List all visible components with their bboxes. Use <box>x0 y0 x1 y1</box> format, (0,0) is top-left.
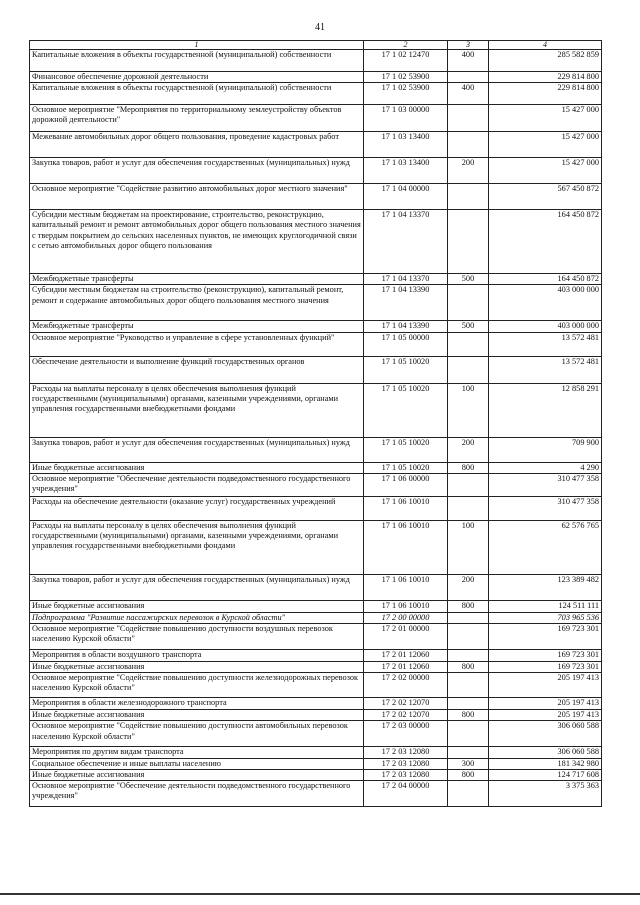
cell-sum: 4 290 <box>489 462 602 473</box>
cell-sum: 205 197 413 <box>489 673 602 698</box>
cell-vr: 200 <box>448 437 489 462</box>
cell-sum: 169 723 301 <box>489 650 602 662</box>
cell-code: 17 1 04 00000 <box>364 184 448 210</box>
cell-vr: 800 <box>448 600 489 612</box>
cell-name: Расходы на обеспечение деятельности (оказание услуг) государственных учреждений <box>30 496 364 520</box>
cell-name: Закупка товаров, работ и услуг для обеспечения государственных (муниципальных) нужд <box>30 437 364 462</box>
cell-vr: 300 <box>448 758 489 769</box>
cell-sum: 703 965 536 <box>489 612 602 623</box>
table-row <box>30 437 602 462</box>
cell-vr <box>448 612 489 623</box>
table-body <box>30 50 602 807</box>
cell-code: 17 1 04 13390 <box>364 321 448 332</box>
cell-vr: 400 <box>448 50 489 72</box>
cell-name: Основное мероприятие "Содействие повышению доступности воздушных перевозок населению Курской области" <box>30 624 364 650</box>
cell-sum: 164 450 872 <box>489 274 602 285</box>
table-row <box>30 698 602 710</box>
cell-sum: 124 511 111 <box>489 600 602 612</box>
page-number: 41 <box>315 22 325 33</box>
table-row <box>30 769 602 780</box>
cell-vr <box>448 747 489 758</box>
cell-name: Основное мероприятие "Содействие развитию автомобильных дорог местного значения" <box>30 184 364 210</box>
cell-sum: 229 814 800 <box>489 72 602 83</box>
cell-vr: 800 <box>448 662 489 673</box>
cell-code: 17 1 06 10010 <box>364 520 448 574</box>
cell-code: 17 1 02 53900 <box>364 83 448 105</box>
cell-sum: 403 000 000 <box>489 285 602 321</box>
cell-name: Расходы на выплаты персоналу в целях обеспечения выполнения функций государственными (муниципальными) органами, казенными учреждениями, органами управления государственными внебюджетными фондами <box>30 520 364 574</box>
bottom-rule <box>0 893 640 895</box>
cell-name: Подпрограмма "Развитие пассажирских перевозок в Курской области" <box>30 612 364 623</box>
table-row <box>30 758 602 769</box>
cell-vr <box>448 105 489 132</box>
cell-vr: 800 <box>448 769 489 780</box>
cell-sum: 62 576 765 <box>489 520 602 574</box>
cell-vr <box>448 698 489 710</box>
table-row <box>30 721 602 747</box>
cell-name: Основное мероприятие "Обеспечение деятельности подведомственного государственного учреждения" <box>30 781 364 807</box>
table-row <box>30 50 602 72</box>
cell-vr <box>448 184 489 210</box>
cell-vr: 800 <box>448 710 489 721</box>
cell-sum: 12 858 291 <box>489 383 602 437</box>
table-row <box>30 781 602 807</box>
cell-name: Основное мероприятие "Обеспечение деятельности подведомственного государственного учреждения" <box>30 473 364 496</box>
cell-code: 17 1 06 00000 <box>364 473 448 496</box>
table-row <box>30 184 602 210</box>
table-row <box>30 710 602 721</box>
cell-sum: 169 723 301 <box>489 662 602 673</box>
cell-name: Капитальные вложения в объекты государственной (муниципальной) собственности <box>30 50 364 72</box>
cell-code: 17 2 03 12080 <box>364 769 448 780</box>
cell-vr <box>448 332 489 356</box>
cell-name: Мероприятия по другим видам транспорта <box>30 747 364 758</box>
cell-name: Основное мероприятие "Руководство и управление в сфере установленных функций" <box>30 332 364 356</box>
cell-code: 17 1 06 10010 <box>364 574 448 600</box>
cell-vr: 500 <box>448 274 489 285</box>
cell-vr <box>448 356 489 383</box>
cell-vr: 100 <box>448 520 489 574</box>
header-col-4: 4 <box>489 41 602 50</box>
cell-sum: 13 572 481 <box>489 332 602 356</box>
cell-sum: 13 572 481 <box>489 356 602 383</box>
cell-vr <box>448 673 489 698</box>
cell-code: 17 2 01 12060 <box>364 662 448 673</box>
cell-code: 17 1 06 10010 <box>364 496 448 520</box>
cell-vr <box>448 285 489 321</box>
header-col-2: 2 <box>364 41 448 50</box>
cell-vr <box>448 650 489 662</box>
cell-code: 17 1 05 00000 <box>364 332 448 356</box>
cell-vr <box>448 210 489 274</box>
cell-vr <box>448 473 489 496</box>
cell-vr <box>448 132 489 158</box>
table-row <box>30 496 602 520</box>
table-header-row <box>30 41 602 50</box>
cell-vr: 100 <box>448 383 489 437</box>
table-row <box>30 520 602 574</box>
cell-name: Межевание автомобильных дорог общего пользования, проведение кадастровых работ <box>30 132 364 158</box>
cell-vr <box>448 496 489 520</box>
cell-vr: 400 <box>448 83 489 105</box>
cell-vr: 800 <box>448 462 489 473</box>
cell-name: Субсидии местным бюджетам на строительство (реконструкцию), капитальный ремонт, ремонт и содержание автомобильных дорог общего пользования местного значения <box>30 285 364 321</box>
cell-vr: 500 <box>448 321 489 332</box>
table-row <box>30 624 602 650</box>
cell-code: 17 1 03 13400 <box>364 158 448 184</box>
cell-code: 17 2 02 12070 <box>364 710 448 721</box>
cell-code: 17 2 03 00000 <box>364 721 448 747</box>
cell-code: 17 2 02 00000 <box>364 673 448 698</box>
cell-name: Финансовое обеспечение дорожной деятельности <box>30 72 364 83</box>
cell-name: Иные бюджетные ассигнования <box>30 769 364 780</box>
table-row <box>30 105 602 132</box>
cell-code: 17 1 05 10020 <box>364 462 448 473</box>
cell-name: Межбюджетные трансферты <box>30 321 364 332</box>
table-row <box>30 132 602 158</box>
cell-code: 17 1 02 53900 <box>364 72 448 83</box>
table-row <box>30 158 602 184</box>
cell-code: 17 2 02 12070 <box>364 698 448 710</box>
cell-sum: 310 477 358 <box>489 473 602 496</box>
cell-name: Иные бюджетные ассигнования <box>30 462 364 473</box>
cell-sum: 123 389 482 <box>489 574 602 600</box>
cell-name: Социальное обеспечение и иные выплаты населению <box>30 758 364 769</box>
cell-sum: 403 000 000 <box>489 321 602 332</box>
cell-name: Закупка товаров, работ и услуг для обеспечения государственных (муниципальных) нужд <box>30 574 364 600</box>
cell-name: Мероприятия в области воздушного транспорта <box>30 650 364 662</box>
cell-sum: 15 427 000 <box>489 105 602 132</box>
cell-name: Основное мероприятие "Содействие повышению доступности автомобильных перевозок населению Курской области" <box>30 721 364 747</box>
cell-name: Иные бюджетные ассигнования <box>30 662 364 673</box>
cell-name: Капитальные вложения в объекты государственной (муниципальной) собственности <box>30 83 364 105</box>
table-row <box>30 650 602 662</box>
table-row <box>30 600 602 612</box>
table-row <box>30 747 602 758</box>
table-row <box>30 612 602 623</box>
table-row <box>30 210 602 274</box>
cell-vr: 200 <box>448 158 489 184</box>
table-row <box>30 383 602 437</box>
cell-name: Иные бюджетные ассигнования <box>30 710 364 721</box>
cell-code: 17 2 00 00000 <box>364 612 448 623</box>
table-row <box>30 332 602 356</box>
budget-table <box>29 40 602 807</box>
cell-name: Обеспечение деятельности и выполнение функций государственных органов <box>30 356 364 383</box>
cell-vr <box>448 781 489 807</box>
cell-code: 17 1 04 13370 <box>364 274 448 285</box>
table-row <box>30 83 602 105</box>
cell-sum: 285 582 859 <box>489 50 602 72</box>
cell-code: 17 2 01 00000 <box>364 624 448 650</box>
cell-vr <box>448 721 489 747</box>
cell-name: Межбюджетные трансферты <box>30 274 364 285</box>
cell-vr <box>448 72 489 83</box>
cell-name: Закупка товаров, работ и услуг для обеспечения государственных (муниципальных) нужд <box>30 158 364 184</box>
table-row <box>30 462 602 473</box>
cell-name: Субсидии местным бюджетам на проектирование, строительство, реконструкцию, капитальный ремонт и ремонт автомобильных дорог общего пользования местного значения с твердым покрытием до сельских населенных пунктов, не имеющих круглогодичной связи с сетью автомобильных дорог общего пользования <box>30 210 364 274</box>
cell-sum: 306 060 588 <box>489 721 602 747</box>
cell-sum: 205 197 413 <box>489 710 602 721</box>
cell-name: Основное мероприятие "Мероприятия по территориальному землеустройству объектов дорожной деятельности" <box>30 105 364 132</box>
table-row <box>30 285 602 321</box>
cell-sum: 169 723 301 <box>489 624 602 650</box>
cell-code: 17 2 03 12080 <box>364 747 448 758</box>
cell-sum: 310 477 358 <box>489 496 602 520</box>
cell-name: Основное мероприятие "Содействие повышению доступности железнодорожных перевозок населению Курской области" <box>30 673 364 698</box>
cell-sum: 164 450 872 <box>489 210 602 274</box>
header-col-3: 3 <box>448 41 489 50</box>
cell-code: 17 1 05 10020 <box>364 437 448 462</box>
cell-code: 17 1 03 00000 <box>364 105 448 132</box>
cell-code: 17 1 05 10020 <box>364 383 448 437</box>
table-row <box>30 662 602 673</box>
cell-sum: 15 427 000 <box>489 158 602 184</box>
cell-name: Расходы на выплаты персоналу в целях обеспечения выполнения функций государственными (муниципальными) органами, казенными учреждениями, органами управления государственными внебюджетными фондами <box>30 383 364 437</box>
cell-name: Мероприятия в области железнодорожного транспорта <box>30 698 364 710</box>
cell-code: 17 1 06 10010 <box>364 600 448 612</box>
cell-code: 17 2 01 12060 <box>364 650 448 662</box>
table-row <box>30 72 602 83</box>
cell-sum: 229 814 800 <box>489 83 602 105</box>
table-row <box>30 274 602 285</box>
cell-vr <box>448 624 489 650</box>
cell-code: 17 2 03 12080 <box>364 758 448 769</box>
table-row <box>30 673 602 698</box>
header-col-1: 1 <box>30 41 364 50</box>
cell-sum: 15 427 000 <box>489 132 602 158</box>
table-row <box>30 574 602 600</box>
cell-sum: 205 197 413 <box>489 698 602 710</box>
table-row <box>30 321 602 332</box>
cell-sum: 3 375 363 <box>489 781 602 807</box>
cell-code: 17 1 05 10020 <box>364 356 448 383</box>
cell-sum: 709 900 <box>489 437 602 462</box>
cell-code: 17 1 03 13400 <box>364 132 448 158</box>
table-row <box>30 473 602 496</box>
cell-vr: 200 <box>448 574 489 600</box>
cell-name: Иные бюджетные ассигнования <box>30 600 364 612</box>
cell-sum: 306 060 588 <box>489 747 602 758</box>
cell-sum: 124 717 608 <box>489 769 602 780</box>
table-row <box>30 356 602 383</box>
cell-code: 17 1 04 13390 <box>364 285 448 321</box>
cell-sum: 567 450 872 <box>489 184 602 210</box>
cell-code: 17 1 04 13370 <box>364 210 448 274</box>
cell-code: 17 1 02 12470 <box>364 50 448 72</box>
cell-sum: 181 342 980 <box>489 758 602 769</box>
cell-code: 17 2 04 00000 <box>364 781 448 807</box>
